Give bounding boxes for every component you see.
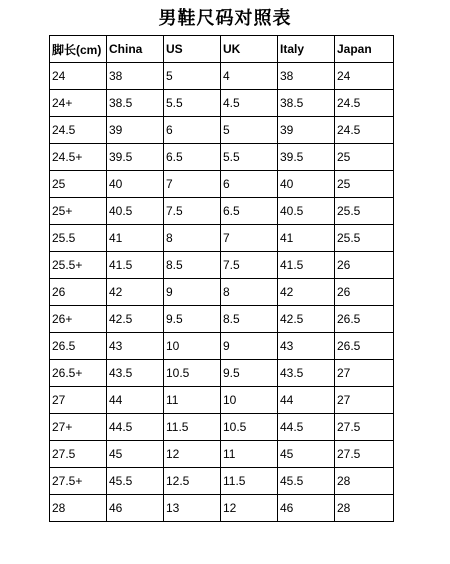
us-cell: 12 (164, 441, 221, 468)
china-cell: 46 (107, 495, 164, 522)
header-japan: Japan (335, 36, 394, 63)
us-cell: 12.5 (164, 468, 221, 495)
china-cell: 41 (107, 225, 164, 252)
italy-cell: 42 (278, 279, 335, 306)
table-row (50, 171, 394, 198)
foot-length-cell: 25.5 (50, 225, 107, 252)
us-cell: 10 (164, 333, 221, 360)
japan-cell: 24 (335, 63, 394, 90)
uk-cell: 6.5 (221, 198, 278, 225)
foot-length-cell: 27.5 (50, 441, 107, 468)
header-uk: UK (221, 36, 278, 63)
table-row (50, 387, 394, 414)
italy-cell: 46 (278, 495, 335, 522)
header-foot-length: 脚长(cm) (50, 36, 107, 63)
us-cell: 7 (164, 171, 221, 198)
header-us: US (164, 36, 221, 63)
italy-cell: 43 (278, 333, 335, 360)
table-body (50, 63, 394, 522)
uk-cell: 11 (221, 441, 278, 468)
table-header-row (50, 36, 394, 63)
us-cell: 8.5 (164, 252, 221, 279)
us-cell: 5.5 (164, 90, 221, 117)
table-row (50, 414, 394, 441)
table-row (50, 252, 394, 279)
foot-length-cell: 25+ (50, 198, 107, 225)
china-cell: 38.5 (107, 90, 164, 117)
italy-cell: 41 (278, 225, 335, 252)
china-cell: 42 (107, 279, 164, 306)
foot-length-cell: 24.5+ (50, 144, 107, 171)
foot-length-cell: 25.5+ (50, 252, 107, 279)
table-row (50, 495, 394, 522)
china-cell: 44 (107, 387, 164, 414)
japan-cell: 27.5 (335, 441, 394, 468)
china-cell: 38 (107, 63, 164, 90)
uk-cell: 7.5 (221, 252, 278, 279)
italy-cell: 44.5 (278, 414, 335, 441)
china-cell: 44.5 (107, 414, 164, 441)
italy-cell: 41.5 (278, 252, 335, 279)
china-cell: 43.5 (107, 360, 164, 387)
uk-cell: 5.5 (221, 144, 278, 171)
uk-cell: 10 (221, 387, 278, 414)
us-cell: 9 (164, 279, 221, 306)
china-cell: 42.5 (107, 306, 164, 333)
china-cell: 40 (107, 171, 164, 198)
japan-cell: 26 (335, 252, 394, 279)
japan-cell: 27 (335, 387, 394, 414)
china-cell: 39.5 (107, 144, 164, 171)
us-cell: 9.5 (164, 306, 221, 333)
italy-cell: 40.5 (278, 198, 335, 225)
italy-cell: 38 (278, 63, 335, 90)
italy-cell: 42.5 (278, 306, 335, 333)
uk-cell: 10.5 (221, 414, 278, 441)
china-cell: 43 (107, 333, 164, 360)
us-cell: 10.5 (164, 360, 221, 387)
us-cell: 11.5 (164, 414, 221, 441)
italy-cell: 44 (278, 387, 335, 414)
japan-cell: 25.5 (335, 225, 394, 252)
table-row (50, 117, 394, 144)
italy-cell: 45.5 (278, 468, 335, 495)
table-row (50, 63, 394, 90)
china-cell: 41.5 (107, 252, 164, 279)
uk-cell: 5 (221, 117, 278, 144)
japan-cell: 26 (335, 279, 394, 306)
italy-cell: 43.5 (278, 360, 335, 387)
us-cell: 7.5 (164, 198, 221, 225)
japan-cell: 25 (335, 171, 394, 198)
foot-length-cell: 28 (50, 495, 107, 522)
japan-cell: 26.5 (335, 333, 394, 360)
table-row (50, 144, 394, 171)
uk-cell: 8 (221, 279, 278, 306)
table-row (50, 279, 394, 306)
japan-cell: 24.5 (335, 90, 394, 117)
page-title: 男鞋尺码对照表 (158, 8, 292, 29)
foot-length-cell: 26 (50, 279, 107, 306)
japan-cell: 27 (335, 360, 394, 387)
uk-cell: 7 (221, 225, 278, 252)
table-row (50, 198, 394, 225)
japan-cell: 26.5 (335, 306, 394, 333)
italy-cell: 39 (278, 117, 335, 144)
foot-length-cell: 27+ (50, 414, 107, 441)
uk-cell: 9 (221, 333, 278, 360)
us-cell: 11 (164, 387, 221, 414)
uk-cell: 4 (221, 63, 278, 90)
foot-length-cell: 26.5 (50, 333, 107, 360)
italy-cell: 45 (278, 441, 335, 468)
uk-cell: 4.5 (221, 90, 278, 117)
foot-length-cell: 27 (50, 387, 107, 414)
uk-cell: 12 (221, 495, 278, 522)
japan-cell: 28 (335, 495, 394, 522)
table-row (50, 306, 394, 333)
foot-length-cell: 27.5+ (50, 468, 107, 495)
foot-length-cell: 24.5 (50, 117, 107, 144)
foot-length-cell: 24 (50, 63, 107, 90)
table-row (50, 333, 394, 360)
table-row (50, 225, 394, 252)
foot-length-cell: 26+ (50, 306, 107, 333)
table-row (50, 90, 394, 117)
foot-length-cell: 26.5+ (50, 360, 107, 387)
us-cell: 5 (164, 63, 221, 90)
table-row (50, 441, 394, 468)
japan-cell: 25.5 (335, 198, 394, 225)
foot-length-cell: 24+ (50, 90, 107, 117)
china-cell: 45.5 (107, 468, 164, 495)
us-cell: 13 (164, 495, 221, 522)
us-cell: 8 (164, 225, 221, 252)
japan-cell: 27.5 (335, 414, 394, 441)
size-chart-table (49, 35, 394, 522)
header-china: China (107, 36, 164, 63)
italy-cell: 40 (278, 171, 335, 198)
italy-cell: 39.5 (278, 144, 335, 171)
table-row (50, 468, 394, 495)
header-italy: Italy (278, 36, 335, 63)
uk-cell: 11.5 (221, 468, 278, 495)
china-cell: 45 (107, 441, 164, 468)
uk-cell: 9.5 (221, 360, 278, 387)
china-cell: 40.5 (107, 198, 164, 225)
table-row (50, 360, 394, 387)
uk-cell: 6 (221, 171, 278, 198)
japan-cell: 28 (335, 468, 394, 495)
china-cell: 39 (107, 117, 164, 144)
us-cell: 6.5 (164, 144, 221, 171)
foot-length-cell: 25 (50, 171, 107, 198)
italy-cell: 38.5 (278, 90, 335, 117)
us-cell: 6 (164, 117, 221, 144)
japan-cell: 25 (335, 144, 394, 171)
japan-cell: 24.5 (335, 117, 394, 144)
uk-cell: 8.5 (221, 306, 278, 333)
